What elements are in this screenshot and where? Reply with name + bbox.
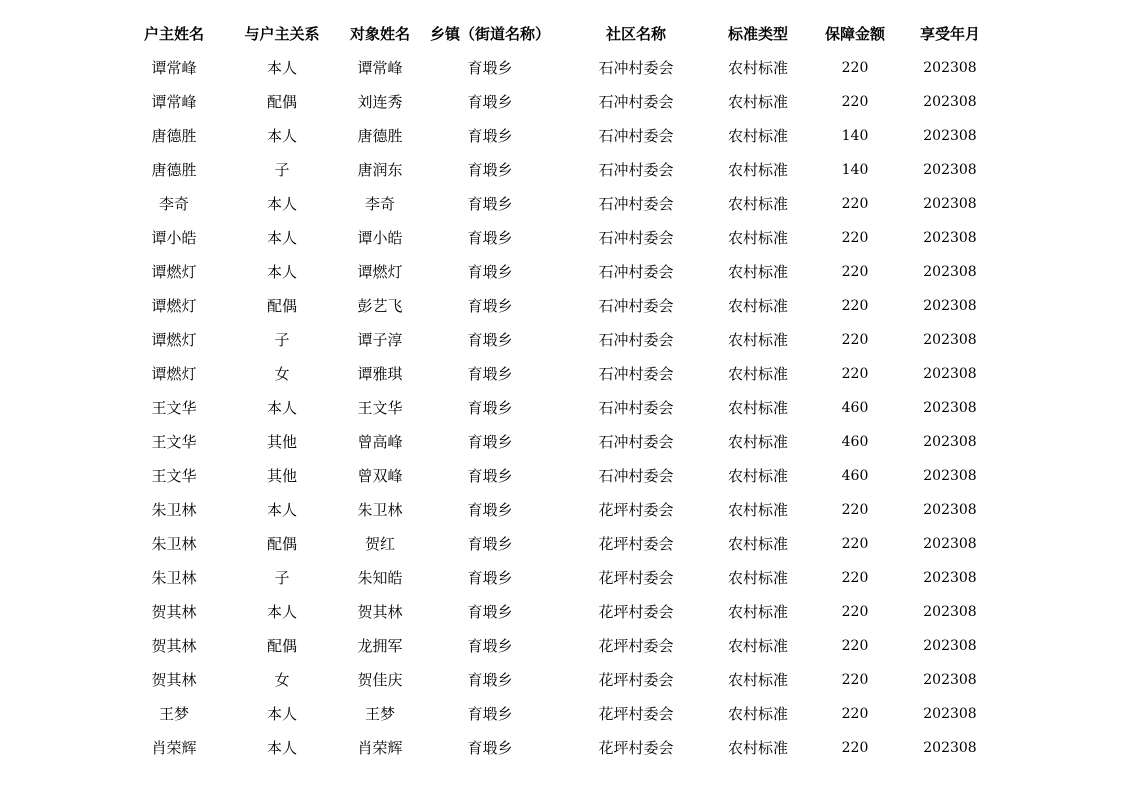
cell-household-head: 李奇 (158, 195, 189, 213)
cell-township: 育塅乡 (467, 501, 513, 519)
header-recipient-name: 对象姓名 (349, 25, 410, 43)
cell-township: 育塅乡 (467, 569, 513, 587)
cell-relation: 女 (274, 365, 290, 383)
cell-standard-type: 农村标准 (727, 161, 788, 179)
cell-year-month: 202308 (923, 400, 977, 416)
cell-recipient-name: 唐润东 (357, 161, 403, 179)
cell-relation: 女 (274, 671, 290, 689)
cell-standard-type: 农村标准 (727, 399, 788, 417)
cell-amount: 220 (841, 740, 869, 756)
cell-community: 花坪村委会 (598, 501, 674, 519)
cell-relation: 子 (274, 331, 290, 349)
cell-amount: 460 (841, 434, 869, 450)
cell-community: 石冲村委会 (598, 127, 674, 145)
cell-household-head: 王文华 (151, 433, 197, 451)
cell-relation: 本人 (266, 603, 297, 621)
cell-standard-type: 农村标准 (727, 195, 788, 213)
cell-township: 育塅乡 (467, 739, 513, 757)
cell-relation: 本人 (266, 127, 297, 145)
cell-standard-type: 农村标准 (727, 501, 788, 519)
cell-relation: 配偶 (266, 637, 297, 655)
cell-community: 石冲村委会 (598, 433, 674, 451)
cell-household-head: 肖荣辉 (151, 739, 197, 757)
cell-relation: 本人 (266, 501, 297, 519)
cell-township: 育塅乡 (467, 467, 513, 485)
cell-standard-type: 农村标准 (727, 229, 788, 247)
cell-year-month: 202308 (923, 162, 977, 178)
cell-year-month: 202308 (923, 502, 977, 518)
cell-township: 育塅乡 (467, 705, 513, 723)
cell-household-head: 谭常峰 (151, 59, 197, 77)
cell-recipient-name: 王文华 (357, 399, 403, 417)
table-row (0, 561, 1122, 595)
cell-household-head: 谭燃灯 (151, 297, 197, 315)
cell-year-month: 202308 (923, 740, 977, 756)
cell-relation: 子 (274, 161, 290, 179)
cell-relation: 子 (274, 569, 290, 587)
cell-recipient-name: 朱卫林 (357, 501, 403, 519)
cell-amount: 220 (841, 604, 869, 620)
cell-relation: 配偶 (266, 297, 297, 315)
header-community: 社区名称 (605, 25, 666, 43)
cell-recipient-name: 王梦 (364, 705, 395, 723)
cell-community: 花坪村委会 (598, 637, 674, 655)
cell-year-month: 202308 (923, 604, 977, 620)
cell-recipient-name: 刘连秀 (357, 93, 403, 111)
cell-year-month: 202308 (923, 570, 977, 586)
cell-household-head: 谭燃灯 (151, 263, 197, 281)
cell-amount: 220 (841, 298, 869, 314)
cell-amount: 220 (841, 672, 869, 688)
table-row (0, 697, 1122, 731)
cell-year-month: 202308 (923, 706, 977, 722)
cell-standard-type: 农村标准 (727, 93, 788, 111)
cell-standard-type: 农村标准 (727, 705, 788, 723)
cell-amount: 220 (841, 332, 869, 348)
cell-year-month: 202308 (923, 536, 977, 552)
header-relation: 与户主关系 (244, 25, 320, 43)
cell-household-head: 唐德胜 (151, 127, 197, 145)
cell-relation: 本人 (266, 59, 297, 77)
table-row (0, 119, 1122, 153)
cell-standard-type: 农村标准 (727, 739, 788, 757)
cell-year-month: 202308 (923, 128, 977, 144)
cell-year-month: 202308 (923, 230, 977, 246)
cell-township: 育塅乡 (467, 229, 513, 247)
table-row (0, 323, 1122, 357)
cell-community: 石冲村委会 (598, 229, 674, 247)
table-row (0, 357, 1122, 391)
cell-recipient-name: 唐德胜 (357, 127, 403, 145)
cell-household-head: 贺其林 (151, 671, 197, 689)
cell-year-month: 202308 (923, 366, 977, 382)
cell-recipient-name: 谭燃灯 (357, 263, 403, 281)
cell-community: 花坪村委会 (598, 535, 674, 553)
table-header-row (0, 17, 1122, 51)
cell-relation: 本人 (266, 739, 297, 757)
cell-township: 育塅乡 (467, 433, 513, 451)
cell-amount: 220 (841, 366, 869, 382)
cell-amount: 220 (841, 264, 869, 280)
cell-year-month: 202308 (923, 332, 977, 348)
cell-year-month: 202308 (923, 94, 977, 110)
cell-year-month: 202308 (923, 434, 977, 450)
cell-community: 石冲村委会 (598, 93, 674, 111)
cell-community: 花坪村委会 (598, 705, 674, 723)
cell-year-month: 202308 (923, 196, 977, 212)
cell-amount: 220 (841, 230, 869, 246)
cell-amount: 140 (841, 128, 869, 144)
cell-household-head: 王梦 (158, 705, 189, 723)
cell-year-month: 202308 (923, 60, 977, 76)
cell-standard-type: 农村标准 (727, 569, 788, 587)
header-amount: 保障金额 (824, 25, 885, 43)
cell-standard-type: 农村标准 (727, 127, 788, 145)
cell-year-month: 202308 (923, 264, 977, 280)
cell-township: 育塅乡 (467, 637, 513, 655)
cell-household-head: 朱卫林 (151, 569, 197, 587)
table-row (0, 731, 1122, 765)
cell-relation: 其他 (266, 467, 297, 485)
cell-recipient-name: 谭雅琪 (357, 365, 403, 383)
cell-household-head: 唐德胜 (151, 161, 197, 179)
table-row (0, 153, 1122, 187)
cell-relation: 本人 (266, 705, 297, 723)
cell-township: 育塅乡 (467, 399, 513, 417)
cell-household-head: 谭小皓 (151, 229, 197, 247)
cell-household-head: 贺其林 (151, 603, 197, 621)
cell-township: 育塅乡 (467, 297, 513, 315)
cell-recipient-name: 龙拥军 (357, 637, 403, 655)
table-row (0, 255, 1122, 289)
cell-community: 花坪村委会 (598, 671, 674, 689)
cell-standard-type: 农村标准 (727, 433, 788, 451)
cell-standard-type: 农村标准 (727, 535, 788, 553)
cell-township: 育塅乡 (467, 365, 513, 383)
cell-relation: 本人 (266, 263, 297, 281)
cell-relation: 本人 (266, 399, 297, 417)
cell-amount: 220 (841, 638, 869, 654)
cell-amount: 220 (841, 196, 869, 212)
table-row (0, 289, 1122, 323)
table-row (0, 459, 1122, 493)
cell-recipient-name: 李奇 (364, 195, 395, 213)
cell-amount: 220 (841, 60, 869, 76)
cell-community: 石冲村委会 (598, 297, 674, 315)
header-household-head: 户主姓名 (143, 25, 204, 43)
cell-household-head: 王文华 (151, 467, 197, 485)
table-row (0, 493, 1122, 527)
cell-community: 石冲村委会 (598, 161, 674, 179)
table-row (0, 527, 1122, 561)
cell-standard-type: 农村标准 (727, 467, 788, 485)
cell-standard-type: 农村标准 (727, 297, 788, 315)
cell-community: 石冲村委会 (598, 59, 674, 77)
cell-amount: 140 (841, 162, 869, 178)
cell-township: 育塅乡 (467, 603, 513, 621)
cell-recipient-name: 曾高峰 (357, 433, 403, 451)
cell-household-head: 朱卫林 (151, 501, 197, 519)
table-row (0, 85, 1122, 119)
table-row (0, 663, 1122, 697)
cell-recipient-name: 肖荣辉 (357, 739, 403, 757)
cell-year-month: 202308 (923, 638, 977, 654)
table-row (0, 221, 1122, 255)
cell-township: 育塅乡 (467, 161, 513, 179)
cell-community: 花坪村委会 (598, 569, 674, 587)
table-row (0, 51, 1122, 85)
table-row (0, 425, 1122, 459)
cell-household-head: 谭常峰 (151, 93, 197, 111)
cell-household-head: 谭燃灯 (151, 365, 197, 383)
cell-relation: 配偶 (266, 535, 297, 553)
cell-community: 石冲村委会 (598, 331, 674, 349)
cell-township: 育塅乡 (467, 93, 513, 111)
cell-amount: 220 (841, 706, 869, 722)
cell-township: 育塅乡 (467, 127, 513, 145)
header-standard-type: 标准类型 (727, 25, 788, 43)
cell-year-month: 202308 (923, 298, 977, 314)
cell-township: 育塅乡 (467, 263, 513, 281)
cell-standard-type: 农村标准 (727, 59, 788, 77)
cell-township: 育塅乡 (467, 331, 513, 349)
cell-relation: 配偶 (266, 93, 297, 111)
cell-recipient-name: 贺红 (364, 535, 395, 553)
cell-recipient-name: 曾双峰 (357, 467, 403, 485)
cell-household-head: 谭燃灯 (151, 331, 197, 349)
cell-relation: 其他 (266, 433, 297, 451)
cell-standard-type: 农村标准 (727, 331, 788, 349)
cell-recipient-name: 彭艺飞 (357, 297, 403, 315)
table-row (0, 629, 1122, 663)
cell-community: 石冲村委会 (598, 195, 674, 213)
cell-township: 育塅乡 (467, 671, 513, 689)
cell-recipient-name: 贺佳庆 (357, 671, 403, 689)
cell-standard-type: 农村标准 (727, 671, 788, 689)
cell-amount: 460 (841, 468, 869, 484)
cell-recipient-name: 谭小皓 (357, 229, 403, 247)
cell-household-head: 贺其林 (151, 637, 197, 655)
cell-year-month: 202308 (923, 672, 977, 688)
cell-township: 育塅乡 (467, 59, 513, 77)
cell-household-head: 朱卫林 (151, 535, 197, 553)
cell-amount: 220 (841, 536, 869, 552)
cell-community: 石冲村委会 (598, 365, 674, 383)
header-year-month: 享受年月 (919, 25, 980, 43)
cell-standard-type: 农村标准 (727, 263, 788, 281)
cell-recipient-name: 贺其林 (357, 603, 403, 621)
cell-relation: 本人 (266, 229, 297, 247)
cell-standard-type: 农村标准 (727, 637, 788, 655)
cell-relation: 本人 (266, 195, 297, 213)
cell-amount: 460 (841, 400, 869, 416)
cell-standard-type: 农村标准 (727, 365, 788, 383)
cell-community: 花坪村委会 (598, 603, 674, 621)
cell-community: 石冲村委会 (598, 263, 674, 281)
cell-amount: 220 (841, 94, 869, 110)
cell-recipient-name: 谭子淳 (357, 331, 403, 349)
cell-community: 石冲村委会 (598, 399, 674, 417)
cell-community: 石冲村委会 (598, 467, 674, 485)
table-row (0, 187, 1122, 221)
cell-recipient-name: 谭常峰 (357, 59, 403, 77)
cell-household-head: 王文华 (151, 399, 197, 417)
table-row (0, 595, 1122, 629)
cell-township: 育塅乡 (467, 195, 513, 213)
cell-township: 育塅乡 (467, 535, 513, 553)
cell-amount: 220 (841, 570, 869, 586)
cell-amount: 220 (841, 502, 869, 518)
cell-standard-type: 农村标准 (727, 603, 788, 621)
cell-community: 花坪村委会 (598, 739, 674, 757)
cell-recipient-name: 朱知皓 (357, 569, 403, 587)
header-township: 乡镇（街道名称） (429, 25, 550, 43)
table-row (0, 391, 1122, 425)
cell-year-month: 202308 (923, 468, 977, 484)
